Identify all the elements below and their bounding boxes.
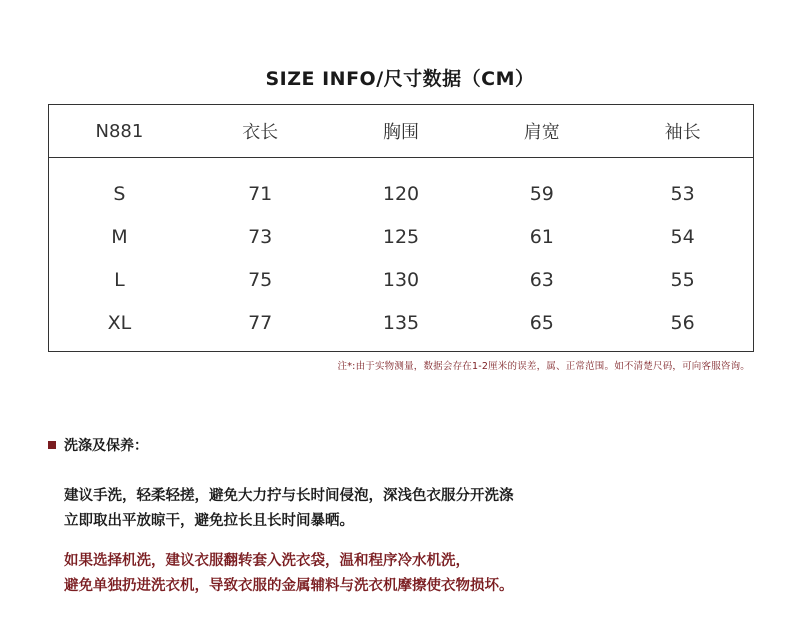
table-row: [49, 301, 753, 344]
length-cell: 77: [248, 311, 273, 334]
table-body: [49, 158, 753, 344]
size-cell: M: [111, 225, 128, 248]
size-cell: S: [113, 182, 126, 205]
hand-wash-instructions: [64, 484, 514, 534]
sleeve-cell: 55: [670, 268, 695, 291]
header-chest: 胸围: [382, 122, 419, 143]
header-shoulder: 肩宽: [523, 122, 560, 143]
header-sleeve: 袖长: [664, 122, 701, 143]
instruction-line: 立即取出平放晾干，避免拉长且长时间暴晒。: [64, 513, 354, 529]
table-row: [49, 215, 753, 258]
chest-cell: 130: [382, 268, 420, 291]
instruction-line: 建议手洗，轻柔轻搓，避免大力拧与长时间侵泡，深浅色衣服分开洗涤: [64, 488, 514, 504]
size-table: [48, 104, 754, 352]
measurement-note: 注*:由于实物测量，数据会存在1-2厘米的误差，属、正常范围。如不清楚尺码，可向客服咨询。: [337, 361, 750, 372]
length-cell: 71: [248, 182, 273, 205]
sleeve-cell: 56: [670, 311, 695, 334]
header-length: 衣长: [242, 122, 279, 143]
table-header-row: [49, 105, 753, 158]
shoulder-cell: 65: [529, 311, 554, 334]
care-heading-label: 洗涤及保养：: [64, 438, 148, 454]
table-row: [49, 172, 753, 215]
sleeve-cell: 54: [670, 225, 695, 248]
machine-wash-instructions: [64, 549, 514, 599]
instruction-line: 避免单独扔进洗衣机，导致衣服的金属辅料与洗衣机摩擦使衣物损坏。: [64, 578, 514, 594]
size-cell: L: [114, 268, 125, 291]
header-model: N881: [95, 120, 144, 142]
size-cell: XL: [107, 311, 132, 334]
instruction-line: 如果选择机洗，建议衣服翻转套入洗衣袋，温和程序冷水机洗，: [64, 553, 470, 569]
shoulder-cell: 63: [529, 268, 554, 291]
shoulder-cell: 61: [529, 225, 554, 248]
page-title: SIZE INFO/尺寸数据（CM）: [265, 68, 535, 90]
length-cell: 73: [248, 225, 273, 248]
bullet-square-icon: [48, 441, 56, 449]
shoulder-cell: 59: [529, 182, 554, 205]
sleeve-cell: 53: [670, 182, 695, 205]
length-cell: 75: [248, 268, 273, 291]
care-heading: [48, 435, 148, 455]
table-row: [49, 258, 753, 301]
chest-cell: 135: [382, 311, 420, 334]
chest-cell: 120: [382, 182, 420, 205]
chest-cell: 125: [382, 225, 420, 248]
